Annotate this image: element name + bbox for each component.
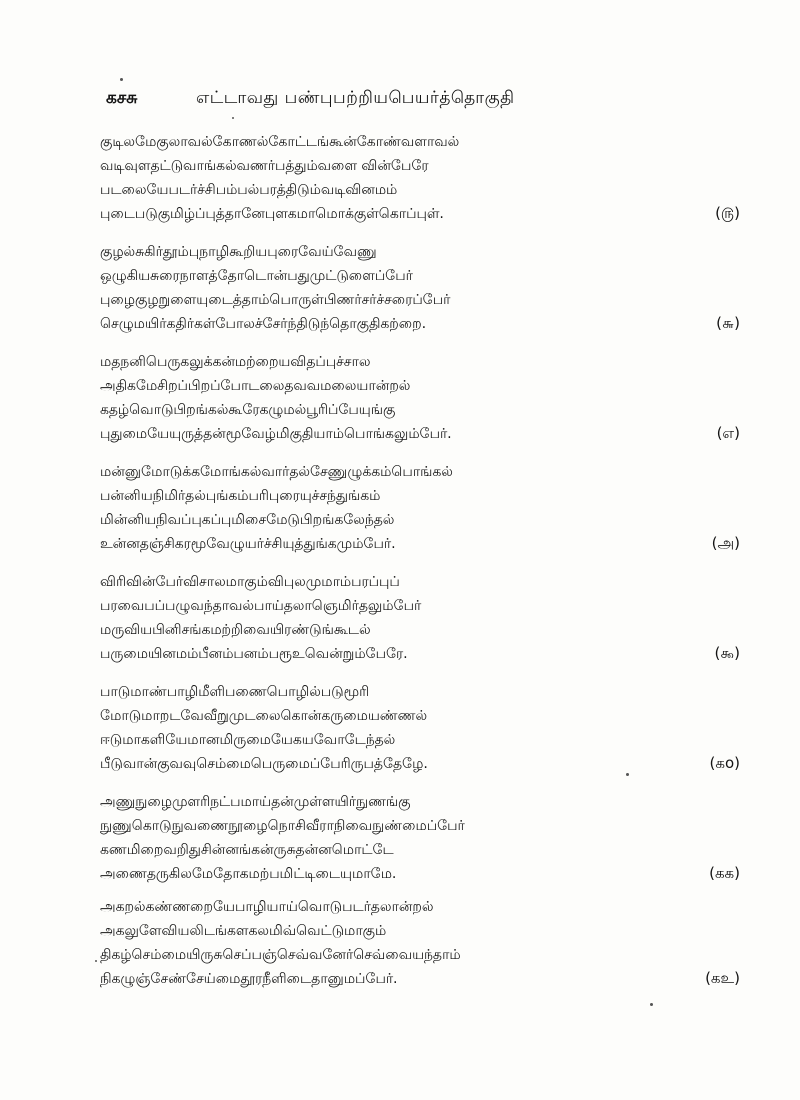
verse-line: மன்னுமோடுக்கமோங்கல்வார்தல்சேணுழுக்கம்பொங்கல் (100, 464, 453, 480)
verse-line: அணைதருகிலமேதோகமற்பமிட்டிடையுமாமே. (100, 866, 397, 882)
verse-line: பரவைபப்பழுவந்தாவல்பாய்தலாஞெமிர்தலும்பேர் (100, 598, 422, 614)
verse-stanza (100, 790, 740, 886)
verse-stanza (100, 895, 740, 991)
verse-stanza (100, 680, 740, 776)
verse-line: புதுமையேயுருத்தன்மூவேழ்மிகுதியாம்பொங்கலும்பேர். (100, 426, 452, 442)
verse-line: அதிகமேசிறப்பிறப்போடலைதவவமலையான்றல் (100, 378, 411, 394)
verse-number: (அ) (711, 534, 740, 552)
verse-line: திகழ்செம்மையிருசுசெப்பஞ்செவ்வனேர்செவ்வையந்தாம் (100, 947, 461, 963)
verse-line: மோடுமாறடவேவீறுமுடலைகொன்கருமையண்ணல் (100, 708, 428, 724)
verse-line: விரிவின்பேர்விசாலமாகும்விபுலமுமாம்பரப்புப் (100, 574, 400, 590)
verse-line: நுணுகொடுநுவணைநூழைநொசிவீராநிவைநுண்மைப்பேர் (100, 818, 465, 834)
verse-line: வடிவுளதட்டுவாங்கல்வணர்பத்தும்வளை வின்பேரே (100, 158, 429, 174)
verse-line: அகலுளேவியலிடங்களகலமிவ்வெட்டுமாகும் (100, 923, 387, 939)
ink-speck (120, 78, 123, 81)
verse-line: பாடுமாண்பாழிமீளிபணைபொழில்படுமூரி (100, 684, 370, 700)
verse-line: ஒழுகியசுரைநாளத்தோடொன்பதுமுட்டுளைப்பேர் (100, 268, 413, 284)
verse-line: மின்னியநிவப்புகப்புமிசைமேடுபிறங்கலேந்தல் (100, 512, 395, 528)
verse-number: (கஉ) (705, 969, 740, 987)
verse-number: (கக) (709, 864, 740, 882)
verse-stanza (100, 460, 740, 556)
ink-speck (95, 960, 97, 962)
verse-line: குழல்சுகிர்தூம்புநாழிகூறியபுரைவேய்வேணு (100, 244, 377, 260)
page-header (0, 88, 800, 118)
verse-line: கதழ்வொடுபிறங்கல்கூரேகழுமல்பூரிப்பேயுங்கு (100, 402, 396, 418)
verse-line: படலையேபடர்ச்சிபம்பல்பரத்திடும்வடிவினமம் (100, 182, 398, 198)
verse-number: (௬) (716, 314, 740, 332)
page-number: கசசு (106, 88, 138, 108)
verse-stanza (100, 130, 740, 226)
verse-number: (எ) (716, 424, 740, 442)
verse-line: மருவியபினிசங்கமற்றிவையிரண்டுங்கூடல் (100, 622, 371, 638)
section-title: எட்டாவது பண்புபற்றியபெயர்த்தொகுதி (196, 88, 515, 108)
verse-number: (௯) (714, 644, 740, 662)
verse-line: அகறல்கண்ணறையேபாழியாய்வொடுபடர்தலான்றல் (100, 899, 434, 915)
verse-line: நிகழுஞ்சேண்சேய்மைதூரநீளிடைதானுமப்பேர். (100, 971, 398, 987)
verse-number: (கo) (709, 754, 740, 772)
verse-line: உன்னதஞ்சிகரமூவேழுயர்ச்சியுத்துங்கமும்பேர். (100, 536, 396, 552)
verse-line: புழைகுழறுளையுடைத்தாம்பொருள்பிணர்சர்ச்சரைப்பேர் (100, 292, 451, 308)
verse-line: பீடுவான்குவவுசெம்மைபெருமைப்பேரிருபத்தேழே. (100, 756, 428, 772)
verse-line: ஈடுமாகளியேமானமிருமையேகயவோடேந்தல் (100, 732, 396, 748)
verse-line: கணமிறைவறிதுசின்னங்கன்ருசுதன்னமொட்டே (100, 842, 394, 858)
verse-line: பன்னியநிமிர்தல்புங்கம்பரிபுரையுச்சந்துங்கம் (100, 488, 381, 504)
verse-line: பருமையினமம்பீனம்பனம்பரூஉவென்றும்பேரே. (100, 646, 408, 662)
verse-line: செழுமயிர்கதிர்கள்போலச்சேர்ந்திடுந்தொகுதிகற்றை. (100, 316, 426, 332)
verse-stanza (100, 240, 740, 336)
ink-speck (650, 1003, 653, 1006)
ink-speck (232, 117, 234, 119)
ink-speck (626, 773, 629, 776)
verse-stanza (100, 570, 740, 666)
verse-line: அணுநுழைமுளரிநட்பமாய்தன்முள்ளயிர்நுணங்கு (100, 794, 411, 810)
verse-line: புடைபடுகுமிழ்ப்புத்தானேபுளகமாமொக்குள்கொப்புள். (100, 206, 444, 222)
verse-stanza (100, 350, 740, 446)
verse-line: மதநனிபெருகலுக்கன்மற்றையவிதப்புச்சால (100, 354, 371, 370)
verse-line: குடிலமேகுலாவல்கோணல்கோட்டங்கூன்கோண்வளாவல் (100, 134, 460, 150)
verse-number: (௫) (715, 204, 740, 222)
